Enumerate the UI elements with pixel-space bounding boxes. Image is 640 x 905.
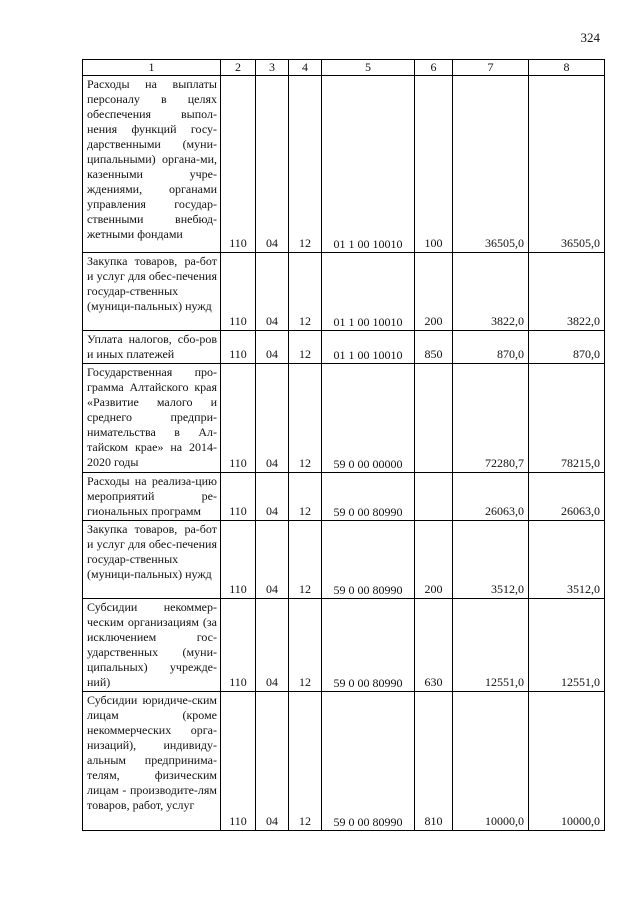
cell-col5: 01 1 00 10010 (322, 331, 415, 364)
cell-col2: 110 (221, 692, 256, 831)
header-row (83, 60, 605, 76)
cell-col4: 12 (289, 692, 322, 831)
cell-col4: 12 (289, 76, 322, 253)
cell-col6: 200 (415, 253, 453, 331)
table-row (83, 692, 605, 831)
cell-col7: 72280,7 (453, 364, 529, 473)
column-header: 3 (256, 60, 289, 76)
cell-col6: 100 (415, 76, 453, 253)
row-description: Расходы на реализа-цию мероприятий ре-гиональных программ (83, 473, 221, 521)
table-row (83, 521, 605, 599)
cell-col7: 12551,0 (453, 599, 529, 692)
column-header: 1 (83, 60, 221, 76)
cell-col8: 36505,0 (529, 76, 605, 253)
cell-col2: 110 (221, 331, 256, 364)
cell-col6 (415, 473, 453, 521)
row-description: Расходы на выплаты персоналу в целях обеспечения выпол-нения функций госу-дарственными (муни-ципальными) органа-ми, казенными учре-ждениями, органами управления государ-ственными внебюд-жетными фондами (83, 76, 221, 253)
cell-col7: 3822,0 (453, 253, 529, 331)
cell-col2: 110 (221, 364, 256, 473)
cell-col4: 12 (289, 253, 322, 331)
cell-col8: 3512,0 (529, 521, 605, 599)
cell-col5: 59 0 00 80990 (322, 473, 415, 521)
cell-col3: 04 (256, 364, 289, 473)
cell-col8: 26063,0 (529, 473, 605, 521)
cell-col5: 59 0 00 00000 (322, 364, 415, 473)
cell-col6: 850 (415, 331, 453, 364)
cell-col3: 04 (256, 521, 289, 599)
cell-col8: 870,0 (529, 331, 605, 364)
cell-col7: 26063,0 (453, 473, 529, 521)
cell-col5: 59 0 00 80990 (322, 599, 415, 692)
cell-col8: 10000,0 (529, 692, 605, 831)
row-description: Уплата налогов, сбо-ров и иных платежей (83, 331, 221, 364)
column-header: 5 (322, 60, 415, 76)
cell-col4: 12 (289, 521, 322, 599)
cell-col3: 04 (256, 331, 289, 364)
column-header: 7 (453, 60, 529, 76)
table-row (83, 473, 605, 521)
cell-col5: 01 1 00 10010 (322, 76, 415, 253)
table-row (83, 76, 605, 253)
table-row (83, 253, 605, 331)
cell-col5: 59 0 00 80990 (322, 521, 415, 599)
table-row (83, 599, 605, 692)
cell-col6 (415, 364, 453, 473)
column-header: 4 (289, 60, 322, 76)
cell-col4: 12 (289, 331, 322, 364)
cell-col6: 630 (415, 599, 453, 692)
cell-col3: 04 (256, 253, 289, 331)
cell-col7: 3512,0 (453, 521, 529, 599)
cell-col2: 110 (221, 521, 256, 599)
cell-col7: 36505,0 (453, 76, 529, 253)
row-description: Государственная про-грамма Алтайского края «Развитие малого и среднего предпри-нимательства в Ал-тайском крае» на 2014-2020 годы (83, 364, 221, 473)
cell-col8: 3822,0 (529, 253, 605, 331)
cell-col3: 04 (256, 76, 289, 253)
cell-col2: 110 (221, 473, 256, 521)
cell-col5: 59 0 00 80990 (322, 692, 415, 831)
cell-col8: 12551,0 (529, 599, 605, 692)
cell-col3: 04 (256, 473, 289, 521)
cell-col3: 04 (256, 599, 289, 692)
cell-col6: 810 (415, 692, 453, 831)
cell-col2: 110 (221, 76, 256, 253)
table-row (83, 331, 605, 364)
table-row (83, 364, 605, 473)
cell-col4: 12 (289, 599, 322, 692)
cell-col4: 12 (289, 473, 322, 521)
budget-table (82, 59, 605, 831)
cell-col4: 12 (289, 364, 322, 473)
cell-col6: 200 (415, 521, 453, 599)
row-description: Субсидии некоммер-ческим организациям (за исключением гос-ударственных (муни-ципальных) учрежде-ний) (83, 599, 221, 692)
cell-col3: 04 (256, 692, 289, 831)
column-header: 8 (529, 60, 605, 76)
row-description: Закупка товаров, ра-бот и услуг для обес-печения государ-ственных (муници-пальных) нужд (83, 521, 221, 599)
cell-col2: 110 (221, 253, 256, 331)
cell-col2: 110 (221, 599, 256, 692)
column-header: 2 (221, 60, 256, 76)
row-description: Закупка товаров, ра-бот и услуг для обес-печения государ-ственных (муници-пальных) нужд (83, 253, 221, 331)
row-description: Субсидии юридиче-ским лицам (кроме некоммерческих орга-низаций), индивиду-альным предпринима-телям, физическим лицам - производите-лям товаров, работ, услуг (83, 692, 221, 831)
page-number: 324 (580, 30, 600, 45)
cell-col8: 78215,0 (529, 364, 605, 473)
cell-col7: 870,0 (453, 331, 529, 364)
cell-col5: 01 1 00 10010 (322, 253, 415, 331)
column-header: 6 (415, 60, 453, 76)
cell-col7: 10000,0 (453, 692, 529, 831)
